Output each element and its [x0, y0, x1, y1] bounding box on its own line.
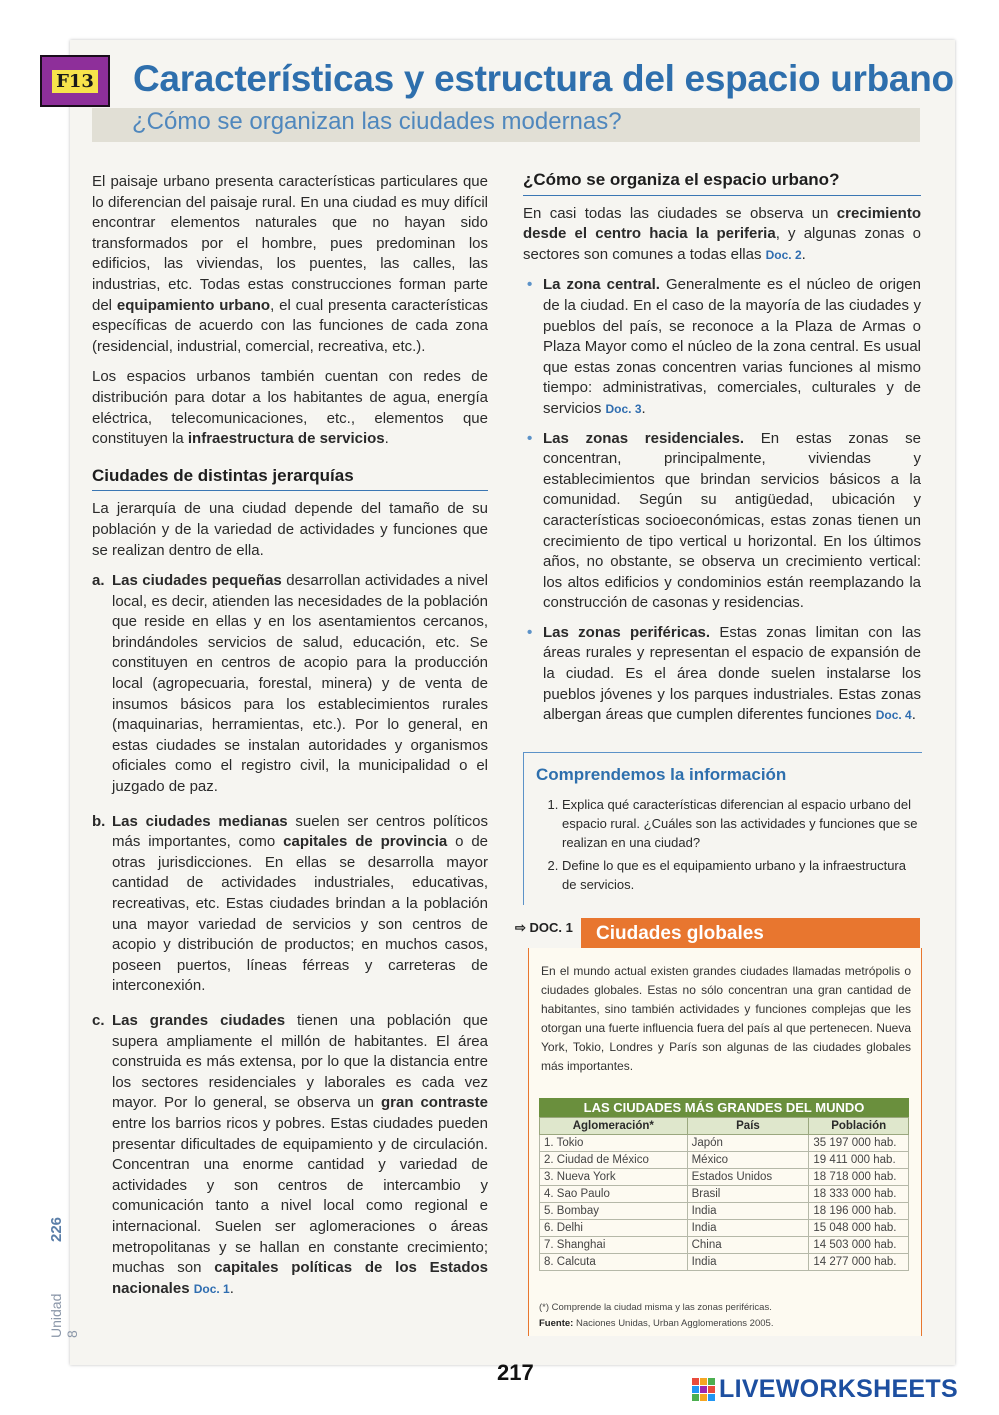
book-page-number: 226: [48, 1216, 65, 1242]
right-column: [523, 170, 921, 735]
doc-1-reference[interactable]: Doc. 1: [193, 1281, 230, 1296]
table-row: 8. Calcuta India 14 277 000 hab.: [540, 1254, 909, 1271]
liveworksheets-wordmark: LIVEWORKSHEETS: [719, 1375, 958, 1403]
list-item-central-zone: • La zona central. Generalmente es el núcleo de origen de la ciudad. En el caso de la mayoría de las ciudades y pueblos del país, se reconoce a la Plaza de Armas o Plaza Mayor como el núcleo de la zona central. Es usual que estas zonas concentren varias funciones al mismo tiempo: administrativas, comerciales, culturales y de servicios Doc. 3.: [523, 275, 921, 419]
services-paragraph: Los espacios urbanos también cuentan con redes de distribución para dotar a los habitantes de agua, energía eléctrica, telecomunicaciones, etc., elementos que constituyen la infraestructura de servicios.: [92, 368, 488, 448]
badge-label: F13: [52, 70, 98, 93]
cities-table: [539, 1098, 909, 1271]
table-row: 3. Nueva York Estados Unidos 18 718 000 hab.: [540, 1169, 909, 1186]
doc-3-reference[interactable]: Doc. 3: [605, 401, 642, 416]
table-footnote: (*) Comprende la ciudad misma y las zonas periféricas.: [539, 1302, 772, 1313]
table-row: 7. Shanghai China 14 503 000 hab.: [540, 1237, 909, 1254]
comprehension-title: Comprendemos la información: [536, 765, 787, 784]
city-types-list: [92, 571, 488, 1299]
doc-1-title: Ciudades globales: [596, 923, 764, 944]
liveworksheets-logo-icon: [692, 1378, 715, 1401]
doc-1-text: En el mundo actual existen grandes ciudades llamadas metrópolis o ciudades globales. Estas no sólo concentran una gran cantidad de habitantes, sino también actividades y funciones complejas que les otorgan una fuerte influencia fuera del país al que pertenecen. Nueva York, Tokio, Londres y París son algunas de las ciudades globales más importantes.: [541, 964, 911, 1073]
column-header-aglomeracion: Aglomeración*: [540, 1118, 688, 1135]
column-header-poblacion: Población: [809, 1118, 909, 1135]
left-column: [92, 172, 488, 1313]
worksheet-page-number: 217: [497, 1360, 534, 1385]
unit-label: Unidad 8: [48, 1293, 80, 1338]
list-item-residential-zones: • Las zonas residenciales. En estas zonas se concentran, principalmente, viviendas y establecimientos que brindan servicios básicos a la comunidad. Según su antigüedad, ubicación y características socioeconómicas, estas zonas tienen un crecimiento de tipo vertical u horizontal. En los últimos años, no obstante, se observa un crecimiento vertical: los altos edificios y condominios están reemplazando la construcción de casonas y residencias.: [523, 429, 921, 614]
table-source: Fuente: Naciones Unidas, Urban Agglomerations 2005.: [539, 1318, 774, 1329]
question-2: 2. Define lo que es el equipamiento urbano y la infraestructura de servicios.: [562, 856, 922, 894]
arrow-icon: ⇨: [515, 920, 526, 935]
comprehension-box: [523, 752, 922, 905]
heading-jerarquias: Ciudades de distintas jerarquías: [92, 466, 488, 492]
jerarquia-paragraph: La jerarquía de una ciudad depende del tamaño de su población y de la variedad de actividades y funciones que se realizan dentro de ella.: [92, 500, 488, 559]
doc-4-reference[interactable]: Doc. 4: [875, 708, 912, 723]
page-subtitle: ¿Cómo se organizan las ciudades modernas?: [132, 108, 622, 135]
doc-1-body: [528, 948, 922, 1336]
list-item-small-cities: a. Las ciudades pequeñas desarrollan actividades a nivel local, es decir, atienden las necesidades de la población que reside en ellas y en los asentamientos cercanos, brindándoles servicios de salud, educación, etc. Se constituyen en centros de acopio para la producción local (agropecuaria, forestal, minera) y de venta de insumos básicos para los establecimientos rurales (maquinarias, herramientas, etc.). Por lo general, en estas ciudades se instalan autoridades y organismos oficiales como el registro civil, la municipalidad o el juzgado de paz.: [92, 572, 488, 796]
doc-2-reference[interactable]: Doc. 2: [765, 247, 802, 262]
table-row: 5. Bombay India 18 196 000 hab.: [540, 1203, 909, 1220]
liveworksheets-logo[interactable]: [692, 1375, 958, 1404]
question-1: 1. Explica qué características diferencian al espacio urbano del espacio rural. ¿Cuáles son las actividades y funciones que se realizan en una ciudad?: [562, 795, 922, 852]
list-item-medium-cities: b. Las ciudades medianas suelen ser centros políticos más importantes, como capitales de provincia o de otras jurisdicciones. En ellas se desarrolla mayor cantidad de actividades industriales, educativas, recreativas, etc. Estas ciudades brindan a la población una mayor variedad de servicios y son centros de acopio y distribución de productos; en muchos casos, poseen puertos, líneas férreas y carreteras de interconexión.: [92, 812, 489, 995]
list-item-large-cities: c. Las grandes ciudades tienen una población que supera ampliamente el millón de habitantes. El área construida es más extensa, por lo que la distancia entre los sectores residenciales y laborales es cada vez mayor. Por lo general, se observa un gran contraste entre los barrios ricos y pobres. Estas ciudades pueden presentar dificultades de equipamiento y de circulación. Concentran una enorme cantidad y variedad de actividades y son centros de intercambio y comunicación tanto a nivel local como regional e internacional. Suelen ser aglomeraciones o áreas metropolitanas y se hallan en constante crecimiento; muchas son capitales políticas de los Estados nacionales Doc. 1.: [92, 1011, 489, 1297]
table-caption: LAS CIUDADES MÁS GRANDES DEL MUNDO: [539, 1098, 909, 1117]
organiza-intro: En casi todas las ciudades se observa un crecimiento desde el centro hacia la periferia, y algunas zonas o sectores son comunes a todas ellas Doc. 2.: [523, 204, 921, 263]
doc-1-title-bar: [581, 918, 920, 948]
table-row: 1. Tokio Japón 35 197 000 hab.: [540, 1135, 909, 1152]
table-row: 6. Delhi India 15 048 000 hab.: [540, 1220, 909, 1237]
doc-1-label: ⇨ DOC. 1: [515, 920, 573, 935]
zones-list: [523, 275, 921, 725]
unit-sidebar: [46, 1180, 80, 1340]
intro-paragraph: El paisaje urbano presenta características particulares que lo diferencian del paisaje rural. En una ciudad es muy difícil encontrar elementos naturales que no hayan sido transformados por el hombre, pues predominan los edificios, las viviendas, los puentes, las calles, las industrias, etc. Todas estas construcciones forman parte del equipamiento urbano, el cual presenta características específicas de acuerdo con las funciones de cada zona (residencial, industrial, comercial, recreativa, etc.).: [92, 173, 488, 355]
table-row: 4. Sao Paulo Brasil 18 333 000 hab.: [540, 1186, 909, 1203]
comprehension-questions: [524, 795, 922, 894]
column-header-pais: País: [687, 1118, 809, 1135]
heading-organiza: ¿Cómo se organiza el espacio urbano?: [523, 170, 921, 196]
table-row: 2. Ciudad de México México 19 411 000 hab.: [540, 1152, 909, 1169]
doc-1-box: [515, 918, 920, 1336]
worksheet-badge: [40, 55, 110, 107]
list-item-peripheral-zones: • Las zonas periféricas. Estas zonas limitan con las áreas rurales y representan el espacio de expansión de la ciudad. Es el área donde suelen instalarse los pueblos jóvenes y los parques industriales. Estas zonas albergan áreas que cumplen diferentes funciones Doc. 4.: [523, 623, 921, 726]
page-title: Características y estructura del espacio urbano: [133, 58, 954, 99]
